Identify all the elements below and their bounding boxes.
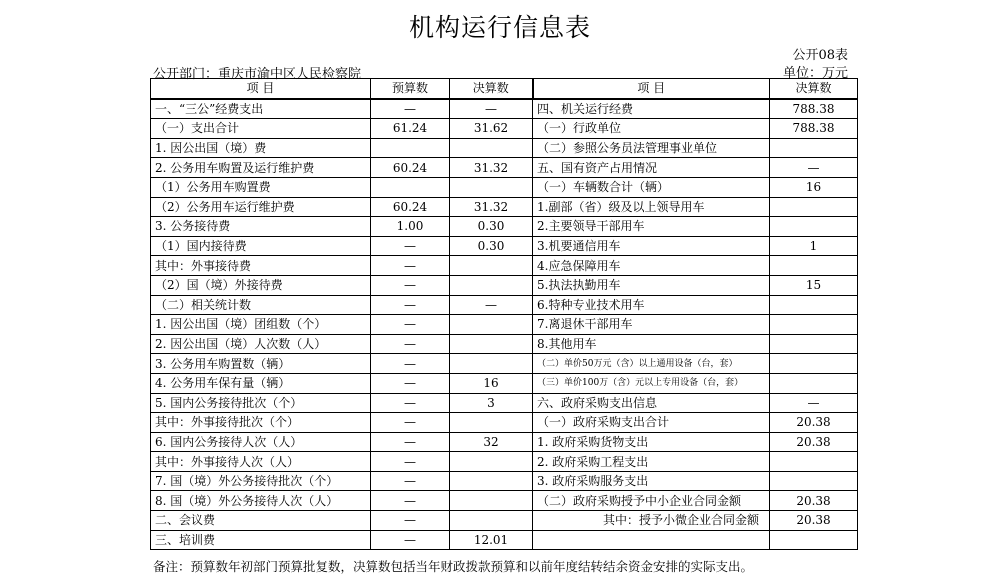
- right-value: [770, 354, 858, 374]
- right-value: —: [770, 158, 858, 178]
- final-value: 31.62: [450, 119, 533, 139]
- table-row: [151, 236, 858, 256]
- right-value: 1: [770, 236, 858, 256]
- final-value: [450, 354, 533, 374]
- left-item: 其中：外事接待批次（个）: [151, 413, 371, 433]
- budget-value: —: [371, 295, 450, 315]
- right-value: [770, 315, 858, 335]
- final-value: [450, 315, 533, 335]
- left-item: 二、会议费: [151, 511, 371, 531]
- header-final: 决算数: [450, 79, 533, 99]
- table-row: [151, 275, 858, 295]
- left-item: 2. 公务用车购置及运行维护费: [151, 158, 371, 178]
- final-value: 31.32: [450, 197, 533, 217]
- table-row: [151, 217, 858, 237]
- table-row: [151, 511, 858, 531]
- right-item: 1.副部（省）级及以上领导用车: [533, 197, 770, 217]
- right-item: 3. 政府采购服务支出: [533, 471, 770, 491]
- final-value: [450, 275, 533, 295]
- final-value: [450, 511, 533, 531]
- budget-value: —: [371, 432, 450, 452]
- right-item: 其中：授予小微企业合同金额: [533, 511, 770, 531]
- right-item: 4.应急保障用车: [533, 256, 770, 276]
- budget-value: —: [371, 334, 450, 354]
- header-item-right: 项 目: [533, 79, 770, 99]
- table-row: [151, 432, 858, 452]
- left-item: 一、“三公”经费支出: [151, 99, 371, 119]
- right-item: 五、国有资产占用情况: [533, 158, 770, 178]
- right-value: [770, 256, 858, 276]
- header-item: 项 目: [151, 79, 371, 99]
- table-row: [151, 295, 858, 315]
- right-item: 1. 政府采购货物支出: [533, 432, 770, 452]
- budget-value: —: [371, 373, 450, 393]
- left-item: 3. 公务接待费: [151, 217, 371, 237]
- right-value: [770, 217, 858, 237]
- footnote: 备注：预算数年初部门预算批复数，决算数包括当年财政拨款预算和以前年度结转结余资金安排的实际支出。: [153, 559, 754, 574]
- header-final-right: 决算数: [770, 79, 858, 99]
- final-value: 16: [450, 373, 533, 393]
- right-item: （二）政府采购授予中小企业合同金额: [533, 491, 770, 511]
- table-row: [151, 99, 858, 119]
- right-value: 20.38: [770, 511, 858, 531]
- left-item: 其中：外事接待费: [151, 256, 371, 276]
- final-value: —: [450, 99, 533, 119]
- right-value: 15: [770, 275, 858, 295]
- right-item: 六、政府采购支出信息: [533, 393, 770, 413]
- right-value: 20.38: [770, 413, 858, 433]
- left-item: 三、培训费: [151, 530, 371, 550]
- right-item: 6.特种专业技术用车: [533, 295, 770, 315]
- budget-value: —: [371, 315, 450, 335]
- table-row: [151, 334, 858, 354]
- budget-value: —: [371, 413, 450, 433]
- table-row: [151, 354, 858, 374]
- budget-value: 60.24: [371, 197, 450, 217]
- left-item: （1）国内接待费: [151, 236, 371, 256]
- left-item: （1）公务用车购置费: [151, 177, 371, 197]
- right-value: 20.38: [770, 432, 858, 452]
- table-row: [151, 393, 858, 413]
- final-value: 0.30: [450, 217, 533, 237]
- table-row: [151, 197, 858, 217]
- final-value: [450, 491, 533, 511]
- left-item: 4. 公务用车保有量（辆）: [151, 373, 371, 393]
- table-row: [151, 413, 858, 433]
- right-value: [770, 530, 858, 550]
- right-item: （一）车辆数合计（辆）: [533, 177, 770, 197]
- final-value: 0.30: [450, 236, 533, 256]
- right-item: （二）单价50万元（含）以上通用设备（台，套）: [533, 354, 770, 374]
- right-item: （三）单价100万（含）元以上专用设备（台，套）: [533, 373, 770, 393]
- left-item: 1. 因公出国（境）团组数（个）: [151, 315, 371, 335]
- left-item: （二）相关统计数: [151, 295, 371, 315]
- table-row: [151, 119, 858, 139]
- budget-value: —: [371, 471, 450, 491]
- final-value: —: [450, 295, 533, 315]
- table-row: [151, 471, 858, 491]
- right-value: [770, 452, 858, 472]
- right-value: [770, 334, 858, 354]
- left-item: 其中：外事接待人次（人）: [151, 452, 371, 472]
- right-item: （一）政府采购支出合计: [533, 413, 770, 433]
- final-value: 12.01: [450, 530, 533, 550]
- budget-value: —: [371, 354, 450, 374]
- left-item: 1. 因公出国（境）费: [151, 138, 371, 158]
- final-value: [450, 177, 533, 197]
- right-value: [770, 197, 858, 217]
- right-item: 四、机关运行经费: [533, 99, 770, 119]
- budget-value: —: [371, 452, 450, 472]
- table-row: [151, 452, 858, 472]
- left-item: （2）国（境）外接待费: [151, 275, 371, 295]
- table-row: [151, 256, 858, 276]
- table-row: [151, 138, 858, 158]
- right-value: [770, 295, 858, 315]
- left-item: 2. 因公出国（境）人次数（人）: [151, 334, 371, 354]
- left-item: 5. 国内公务接待批次（个）: [151, 393, 371, 413]
- budget-value: 61.24: [371, 119, 450, 139]
- final-value: [450, 452, 533, 472]
- budget-value: 1.00: [371, 217, 450, 237]
- table-row: [151, 158, 858, 178]
- final-value: [450, 138, 533, 158]
- right-item: 8.其他用车: [533, 334, 770, 354]
- budget-value: [371, 138, 450, 158]
- right-item: [533, 530, 770, 550]
- table-row: [151, 373, 858, 393]
- right-value: 788.38: [770, 99, 858, 119]
- left-item: 3. 公务用车购置数（辆）: [151, 354, 371, 374]
- department-label: 公开部门：重庆市渝中区人民检察院: [153, 67, 362, 82]
- budget-value: [371, 177, 450, 197]
- left-item: 6. 国内公务接待人次（人）: [151, 432, 371, 452]
- final-value: [450, 413, 533, 433]
- right-item: 7.离退休干部用车: [533, 315, 770, 335]
- final-value: 3: [450, 393, 533, 413]
- left-item: 8. 国（境）外公务接待人次（人）: [151, 491, 371, 511]
- table-row: [151, 177, 858, 197]
- right-value: [770, 138, 858, 158]
- budget-value: —: [371, 275, 450, 295]
- final-value: [450, 334, 533, 354]
- right-value: 20.38: [770, 491, 858, 511]
- budget-value: —: [371, 236, 450, 256]
- right-item: （二）参照公务员法管理事业单位: [533, 138, 770, 158]
- budget-value: —: [371, 511, 450, 531]
- right-value: [770, 373, 858, 393]
- table-row: [151, 315, 858, 335]
- page-title: 机构运行信息表: [408, 13, 591, 42]
- budget-value: —: [371, 491, 450, 511]
- final-value: 31.32: [450, 158, 533, 178]
- form-number: 公开08表: [792, 48, 848, 63]
- left-item: （2）公务用车运行维护费: [151, 197, 371, 217]
- right-item: 2. 政府采购工程支出: [533, 452, 770, 472]
- left-item: （一）支出合计: [151, 119, 371, 139]
- right-value: 788.38: [770, 119, 858, 139]
- right-value: —: [770, 393, 858, 413]
- final-value: [450, 471, 533, 491]
- right-item: 5.执法执勤用车: [533, 275, 770, 295]
- info-table: [150, 78, 858, 550]
- right-item: 3.机要通信用车: [533, 236, 770, 256]
- table-row: [151, 491, 858, 511]
- left-item: 7. 国（境）外公务接待批次（个）: [151, 471, 371, 491]
- header-budget: 预算数: [371, 79, 450, 99]
- budget-value: —: [371, 530, 450, 550]
- final-value: 32: [450, 432, 533, 452]
- right-item: （一）行政单位: [533, 119, 770, 139]
- right-value: 16: [770, 177, 858, 197]
- table-header-row: [151, 79, 858, 99]
- right-item: 2.主要领导干部用车: [533, 217, 770, 237]
- right-value: [770, 471, 858, 491]
- budget-value: 60.24: [371, 158, 450, 178]
- final-value: [450, 256, 533, 276]
- table-row: [151, 530, 858, 550]
- budget-value: —: [371, 256, 450, 276]
- budget-value: —: [371, 393, 450, 413]
- budget-value: —: [371, 99, 450, 119]
- unit-label: 单位：万元: [782, 66, 848, 81]
